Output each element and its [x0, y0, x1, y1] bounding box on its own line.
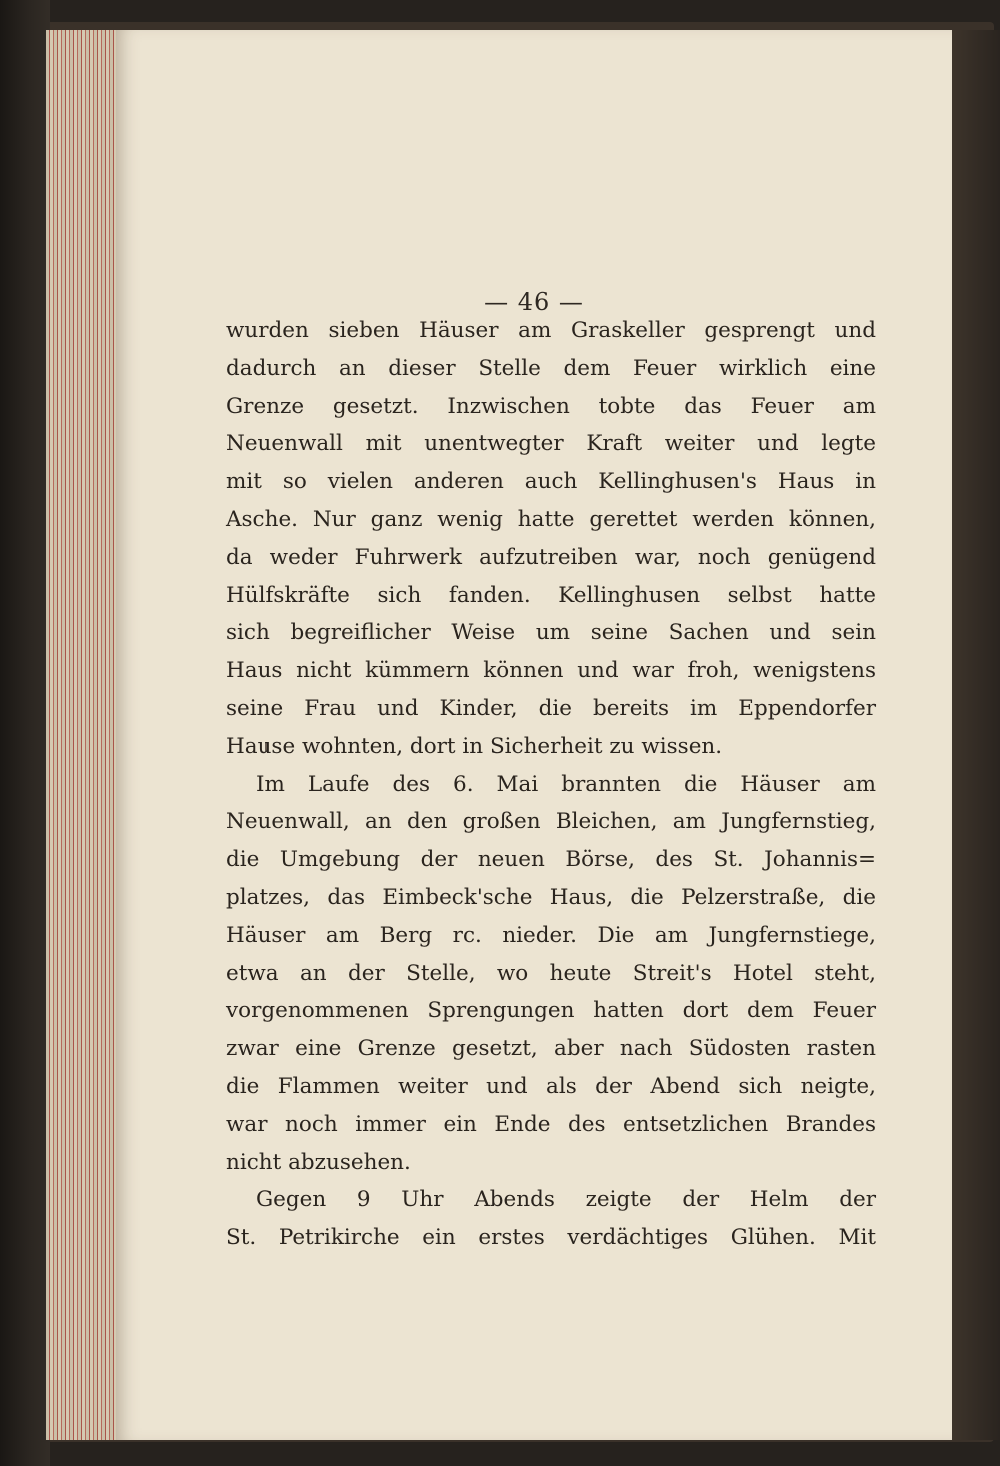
book-binding: [0, 0, 50, 1466]
text-line: Neuenwall mit unentwegter Kraft weiter und legte: [226, 431, 876, 457]
text-line: Haus nicht kümmern können und war froh, wenigstens: [226, 658, 876, 684]
cover-edge-right: [952, 30, 1000, 1440]
text-line: wurden sieben Häuser am Graskeller gesprengt und: [226, 318, 876, 343]
text-line: dadurch an dieser Stelle dem Feuer wirklich eine: [226, 355, 876, 381]
text-line: Gegen 9 Uhr Abends zeigte der Helm der: [256, 1187, 876, 1213]
text-line: nicht abzusehen.: [226, 1149, 411, 1175]
text-line: Hause wohnten, dort in Sicherheit zu wissen.: [226, 733, 723, 759]
page-edges: [46, 30, 126, 1440]
text-line: etwa an der Stelle, wo heute Streit's Hotel steht,: [226, 960, 876, 986]
text-line: zwar eine Grenze gesetzt, aber nach Südosten rasten: [226, 1036, 876, 1062]
text-line: sich begreiflicher Weise um seine Sachen und sein: [226, 620, 876, 646]
text-line: vorgenommenen Sprengungen hatten dort dem Feuer: [226, 998, 876, 1024]
text-line: die Umgebung der neuen Börse, des St. Johannis=: [226, 847, 876, 873]
body-text: [226, 312, 876, 1257]
text-line: Grenze gesetzt. Inzwischen tobte das Feuer am: [226, 393, 876, 419]
text-line: Asche. Nur ganz wenig hatte gerettet werden können,: [226, 506, 876, 532]
text-line: Hülfskräfte sich fanden. Kellinghusen selbst hatte: [226, 582, 876, 608]
text-line: seine Frau und Kinder, die bereits im Eppendorfer: [226, 695, 876, 721]
text-line: St. Petrikirche ein erstes verdächtiges Glühen. Mit: [226, 1225, 876, 1251]
text-line: mit so vielen anderen auch Kellinghusen's Haus in: [226, 469, 876, 495]
text-line: war noch immer ein Ende des entsetzlichen Brandes: [226, 1111, 876, 1137]
page-number: — 46 —: [484, 288, 584, 316]
text-line: Neuenwall, an den großen Bleichen, am Jungfernstieg,: [226, 809, 876, 835]
text-line: Im Laufe des 6. Mai brannten die Häuser am: [256, 771, 876, 797]
text-line: platzes, das Eimbeck'sche Haus, die Pelzerstraße, die: [226, 884, 876, 910]
text-line: Häuser am Berg rc. nieder. Die am Jungfernstiege,: [226, 922, 876, 948]
text-line: die Flammen weiter und als der Abend sich neigte,: [226, 1073, 876, 1099]
text-line: da weder Fuhrwerk aufzutreiben war, noch genügend: [226, 544, 876, 570]
